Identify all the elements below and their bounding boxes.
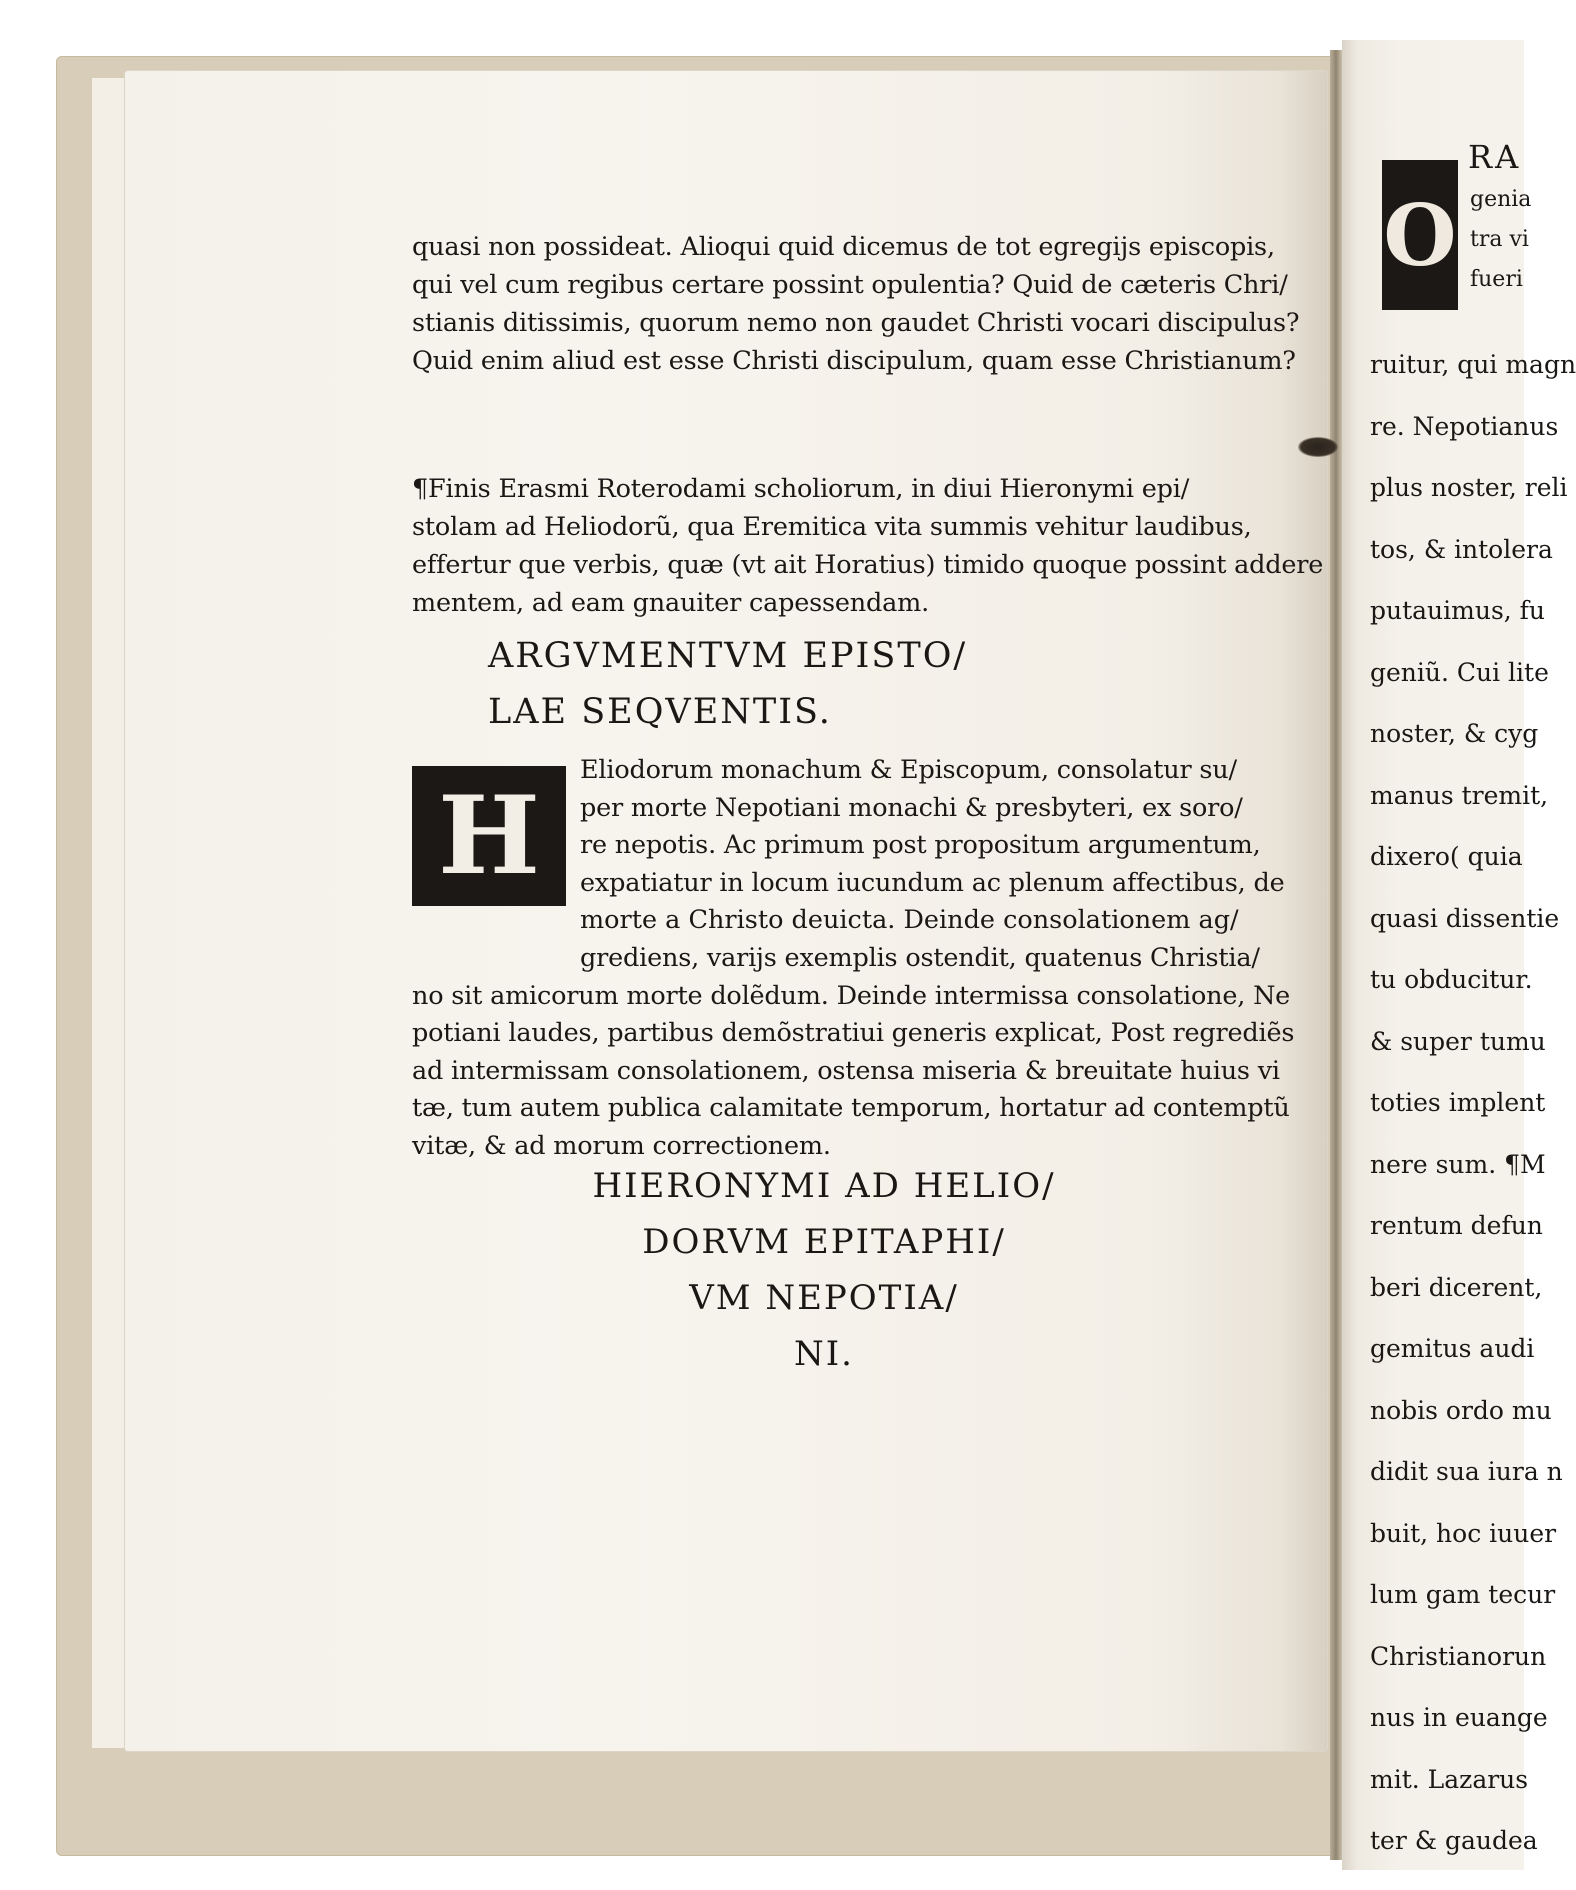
text-line: potiani laudes, partibus demõstratiui generis explicat, Post regrediẽs [412,1018,1295,1048]
text-line: fueri [1470,267,1523,292]
text-line: re nepotis. Ac primum post propositum argumentum, [580,830,1261,860]
text-line: ter & gaudea [1370,1826,1538,1855]
text-line: no sit amicorum morte dolẽdum. Deinde intermissa consolatione, Ne [412,980,1291,1011]
text-line: toties implent [1370,1088,1546,1117]
text-line: qui vel cum regibus certare possint opulentia? Quid de cæteris Chri/ [412,270,1288,300]
text-line: nus in euange [1370,1703,1548,1732]
text-line: ad intermissam consolationem, ostensa miseria & breuitate huius vi [412,1055,1280,1086]
argument-paragraph-rest [412,940,1294,1165]
initial-letter: H [437,773,541,899]
text-line: expatiatur in locum iucundum ac plenum affectibus, de [580,867,1285,898]
text-line: grediens, varijs exemplis ostendit, quatenus Christia/ [580,943,1260,973]
text-line: nobis ordo mu [1370,1395,1552,1425]
argument-line-wrap [580,902,1239,940]
heading-line: VM NEPOTIA/ [689,1278,959,1318]
heading-line: HIERONYMI AD HELIO/ [592,1166,1056,1206]
text-line: & super tumu [1370,1026,1546,1056]
book-gutter [1330,50,1342,1860]
heading-line: DORVM EPITAPHI/ [642,1222,1006,1262]
text-line: tu obducitur. [1370,965,1533,994]
right-top-fragments [1470,180,1531,300]
right-heading-fragment: RA [1468,138,1522,176]
binding-hole [1298,437,1338,457]
text-line: nere sum. ¶M [1370,1149,1546,1179]
text-line: per morte Nepotiani monachi & presbyteri, ex soro/ [580,792,1243,823]
text-line: tra vi [1470,227,1529,252]
closing-paragraph [412,228,1299,380]
text-line: quasi non possideat. Alioqui quid dicemus de tot egregijs episcopis, [412,232,1275,262]
heading-line: NI. [794,1334,854,1374]
heading-line: ARGVMENTVM EPISTO/ [488,636,968,676]
argument-paragraph-start [580,752,1285,902]
right-page-column [1370,334,1576,1872]
text-line: stianis ditissimis, quorum nemo non gaudet Christi vocari discipulus? [412,308,1300,338]
text-line: noster, & cyg [1370,719,1539,748]
text-line: didit sua iura n [1370,1457,1563,1486]
text-line: dixero( quia [1370,842,1523,871]
epitaph-heading [484,1158,1164,1382]
text-line: tæ, tum autem publica calamitate temporum, hortatur ad contemptũ [412,1093,1290,1123]
text-line: mit. Lazarus [1370,1764,1529,1794]
text-line: mentem, ad eam gnauiter capessendam. [412,588,929,618]
text-line: ruitur, qui magn [1370,350,1576,379]
text-line: buit, hoc iuuer [1370,1518,1557,1548]
text-line: putauimus, fu [1370,596,1546,625]
text-line: Eliodorum monachum & Episcopum, consolatur su/ [580,755,1237,785]
text-line: quasi dissentie [1370,903,1560,933]
text-line: morte a Christo deuicta. Deinde consolationem ag/ [580,905,1239,935]
text-line: Quid enim aliud est esse Christi discipulum, quam esse Christianum? [412,346,1296,376]
text-line: lum gam tecur [1370,1580,1556,1609]
initial-letter: O [1383,185,1457,285]
text-line: genia [1470,187,1532,212]
text-line: tos, & intolera [1370,534,1553,564]
woodcut-initial [412,766,566,906]
text-line: gemitus audi [1370,1334,1535,1363]
text-line: beri dicerent, [1370,1272,1543,1302]
text-line: manus tremit, [1370,780,1549,810]
heading-line: LAE SEQVENTIS. [488,692,832,732]
text-line: re. Nepotianus [1370,411,1559,441]
text-line: stolam ad Heliodorũ, qua Eremitica vita summis vehitur laudibus, [412,512,1252,542]
finis-paragraph [412,470,1323,622]
text-line: plus noster, reli [1370,473,1568,502]
text-line: rentum defun [1370,1211,1543,1240]
text-line: Christianorun [1370,1641,1547,1671]
text-line: geniũ. Cui lite [1370,657,1549,687]
text-line: ¶Finis Erasmi Roterodami scholiorum, in diui Hieronymi epi/ [412,474,1190,504]
text-line: vitæ, & ad morum correctionem. [412,1130,831,1161]
text-line: effertur que verbis, quæ (vt ait Horatius) timido quoque possint addere [412,550,1324,580]
argument-heading [488,628,967,740]
woodcut-initial-right [1382,160,1458,310]
